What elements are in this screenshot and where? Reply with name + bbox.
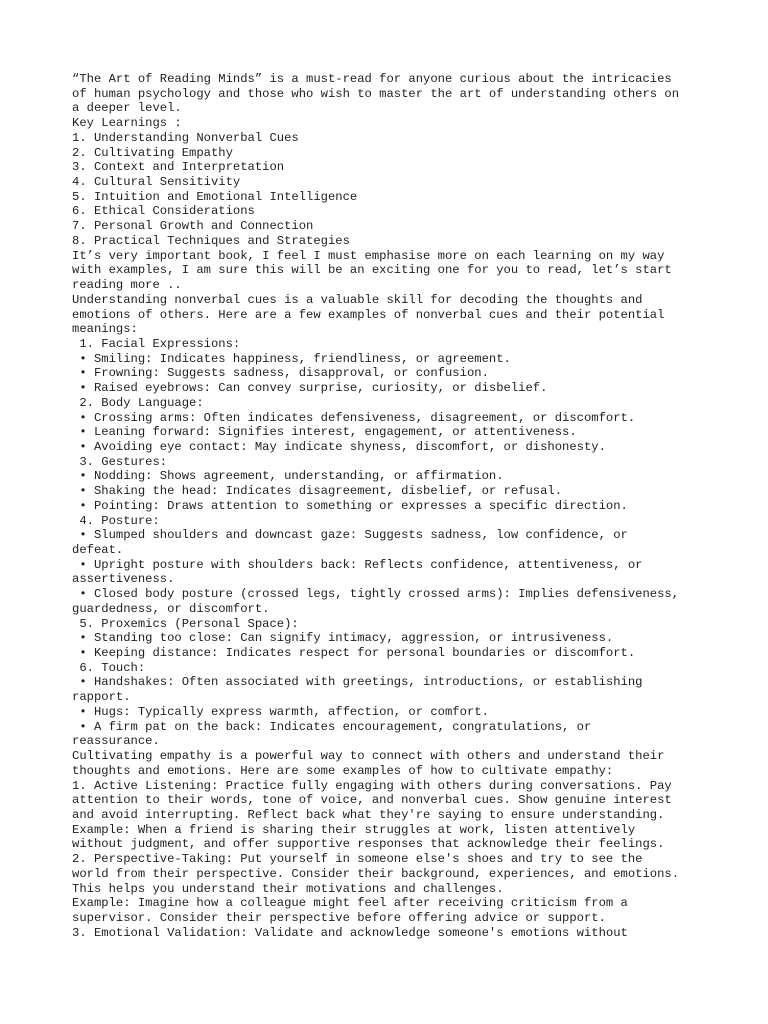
text-line: • Keeping distance: Indicates respect for personal boundaries or discomfort.: [72, 646, 636, 661]
text-line: 3. Context and Interpretation: [72, 160, 285, 175]
text-line: • Crossing arms: Often indicates defensiveness, disagreement, or discomfort.: [72, 410, 636, 425]
text-line: 2. Perspective-Taking: Put yourself in someone else's shoes and try to see the: [72, 852, 643, 867]
text-line: meanings:: [72, 322, 138, 337]
text-line: 5. Intuition and Emotional Intelligence: [72, 189, 358, 204]
text-line: 2. Body Language:: [72, 395, 204, 410]
text-line: • Shaking the head: Indicates disagreement, disbelief, or refusal.: [72, 484, 563, 499]
text-line: 6. Touch:: [72, 660, 146, 675]
text-line: 6. Ethical Considerations: [72, 204, 255, 219]
text-line: defeat.: [72, 543, 124, 557]
text-line: Key Learnings :: [72, 116, 182, 131]
text-line: reassurance.: [72, 734, 160, 749]
text-line: 5. Proxemics (Personal Space):: [72, 616, 299, 631]
text-line: • Avoiding eye contact: May indicate shyness, discomfort, or dishonesty.: [72, 439, 606, 454]
text-line: This helps you understand their motivations and challenges.: [72, 881, 504, 896]
text-line: Understanding nonverbal cues is a valuable skill for decoding the thoughts and: [72, 292, 643, 307]
text-line: a deeper level.: [72, 101, 182, 116]
text-line: 2. Cultivating Empathy: [72, 145, 233, 160]
text-line: reading more ..: [72, 278, 182, 293]
text-line: rapport.: [72, 690, 131, 705]
text-line: guardedness, or discomfort.: [72, 601, 270, 616]
text-line: • A firm pat on the back: Indicates encouragement, congratulations, or: [72, 719, 592, 734]
text-line: • Slumped shoulders and downcast gaze: Suggests sadness, low confidence, or: [72, 528, 628, 543]
text-line: 1. Active Listening: Practice fully engaging with others during conversations. Pay: [72, 778, 672, 793]
text-line: • Leaning forward: Signifies interest, engagement, or attentiveness.: [72, 425, 577, 440]
text-line: and avoid interrupting. Reflect back what they're saying to ensure understanding.: [72, 807, 665, 822]
text-line: • Frowning: Suggests sadness, disapproval, or confusion.: [72, 366, 489, 381]
text-line: Example: When a friend is sharing their struggles at work, listen attentively: [72, 822, 636, 837]
text-line: • Raised eyebrows: Can convey surprise, curiosity, or disbelief.: [72, 381, 548, 396]
text-line: thoughts and emotions. Here are some examples of how to cultivate empathy:: [72, 763, 614, 778]
text-line: It’s very important book, I feel I must emphasise more on each learning on my way: [72, 248, 665, 263]
text-line: 3. Emotional Validation: Validate and acknowledge someone's emotions without: [72, 925, 628, 940]
text-line: 7. Personal Growth and Connection: [72, 219, 314, 234]
text-line: of human psychology and those who wish to master the art of understanding others on: [72, 86, 680, 101]
text-line: Cultivating empathy is a powerful way to connect with others and understand their: [72, 749, 665, 764]
text-line: 4. Posture:: [72, 513, 160, 528]
text-line: 1. Facial Expressions:: [72, 336, 241, 351]
text-line: 8. Practical Techniques and Strategies: [72, 233, 350, 248]
text-line: • Upright posture with shoulders back: Reflects confidence, attentiveness, or: [72, 557, 643, 572]
text-line: with examples, I am sure this will be an exciting one for you to read, let’s start: [72, 263, 672, 278]
text-line: • Hugs: Typically express warmth, affection, or comfort.: [72, 704, 489, 719]
text-line: without judgment, and offer supportive responses that acknowledge their feelings.: [72, 837, 665, 852]
text-line: emotions of others. Here are a few examples of nonverbal cues and their potential: [72, 307, 665, 322]
text-line: • Smiling: Indicates happiness, friendliness, or agreement.: [72, 351, 511, 366]
text-line: 1. Understanding Nonverbal Cues: [72, 130, 299, 145]
text-line: Example: Imagine how a colleague might feel after receiving criticism from a: [72, 896, 628, 911]
text-line: attention to their words, tone of voice, and nonverbal cues. Show genuine interest: [72, 793, 672, 808]
text-line: “The Art of Reading Minds” is a must-read for anyone curious about the intricacies: [72, 72, 672, 86]
text-line: assertiveness.: [72, 572, 175, 587]
text-line: world from their perspective. Consider their background, experiences, and emotions.: [72, 866, 680, 881]
text-line: • Closed body posture (crossed legs, tightly crossed arms): Implies defensiveness,: [72, 587, 680, 602]
text-line: • Pointing: Draws attention to something or expresses a specific direction.: [72, 498, 628, 513]
text-line: 3. Gestures:: [72, 454, 168, 469]
text-line: • Standing too close: Can signify intimacy, aggression, or intrusiveness.: [72, 631, 614, 646]
document-body: [72, 72, 712, 940]
text-line: supervisor. Consider their perspective before offering advice or support.: [72, 910, 606, 925]
text-line: • Nodding: Shows agreement, understanding, or affirmation.: [72, 469, 504, 484]
text-line: • Handshakes: Often associated with greetings, introductions, or establishing: [72, 675, 643, 690]
text-line: 4. Cultural Sensitivity: [72, 175, 241, 190]
